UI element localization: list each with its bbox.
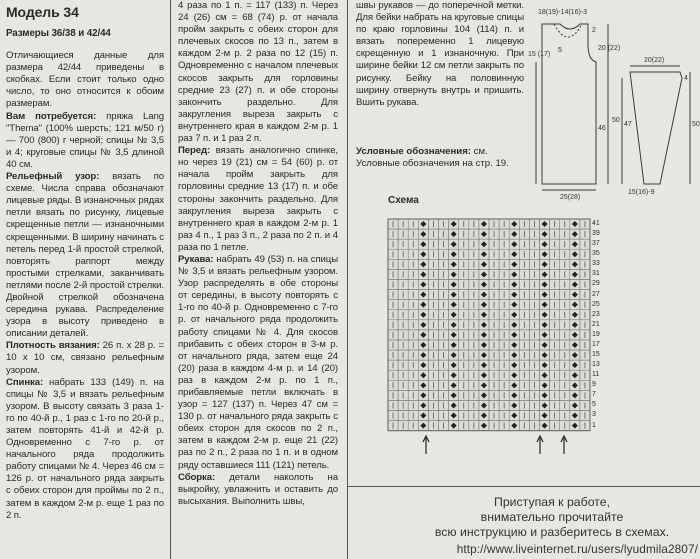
density-paragraph — [6, 340, 164, 376]
front-paragraph — [178, 145, 338, 254]
sleeve-cap: 4 — [684, 75, 688, 82]
row-label: 35 — [592, 250, 600, 258]
row-label: 33 — [592, 260, 600, 268]
front-label: Перед: — [178, 145, 211, 157]
row-label: 9 — [592, 381, 596, 389]
density-label: Плотность вязания: — [6, 340, 100, 352]
materials-text: пряжа Lang "Thema" (100% шерсть; 121 м/50 г) — 700 (800) г черной; спицы № 3,5 и 4; круговые спицы № 3,5 длиной 40 см. — [6, 110, 165, 170]
legend-note — [356, 146, 524, 170]
horizontal-divider — [348, 486, 700, 487]
relief-paragraph — [6, 171, 164, 340]
back-armhole-depth: 15 (17) — [528, 51, 551, 58]
row-label: 37 — [592, 240, 600, 248]
back-shoulder-drop: 20 (22) — [598, 45, 621, 52]
row-label: 25 — [592, 300, 600, 308]
assembly-paragraph — [178, 472, 338, 508]
back-paragraph — [6, 377, 164, 522]
row-label: 13 — [592, 361, 600, 369]
column-divider-1 — [170, 0, 171, 559]
assembly-label: Сборка: — [178, 471, 216, 483]
pattern-schematic — [530, 2, 698, 202]
sleeve-total-height: 50 — [692, 121, 700, 128]
up-arrow-icon — [423, 436, 429, 454]
row-label: 23 — [592, 310, 600, 318]
back-total-height: 50 — [612, 117, 620, 124]
row-label-list — [592, 219, 600, 431]
callout-line-2: внимательно прочитайте — [480, 510, 624, 524]
finishing-paragraph: швы рукавов — до поперечной метки. Для бейки набрать на круговые спицы по краю горловины 104 (114) п. и вязать попеременно 1 лицевую скрещенную и 1 изнаночную. При ширине бейки 12 см петли закрыть по рисунку. Бейку на половинную ширину отвернуть внутрь и пришить. Вшить рукава. — [356, 0, 524, 108]
row-label: 15 — [592, 351, 600, 359]
sleeves-text: набрать 49 (53) п. на спицы № 3,5 и вязать рельефным узором. Узор распределять в обе стороны от середины, в высоту повторять с 1-го по 40-й р. Одновременно с 7-го р. от начального ряда продолжить работу спицами № 4. Для скосов прибавить с обеих сторон в 3-м р. от начального ряда, затем еще 24 (20) раза в каждом 4-м р. и 14 (20) раз в каждом 2-м р. по 1 п., прибавляемые петли включать в узор = 127 (137) п. Через 47 см = 130 р. от начального ряда закрыть с обеих сторон для скосов по 2 п., затем в каждом 2-м р. еще 21 (22) раз по 2 п., 2 раза по 1 п. и в одном ряду оставшиеся 111 (121) петель. — [178, 253, 338, 471]
legend-label: Условные обозначения: — [356, 146, 471, 157]
back-neck-depth: 2 — [592, 27, 596, 34]
model-title: Модель 34 — [6, 4, 79, 20]
assembly-text: детали наколоть на выкройку, увлажнить и оставить до высыхания. Выполнить швы, — [178, 471, 338, 507]
column-divider-2 — [347, 0, 348, 559]
callout-line-1: Приступая к работе, — [493, 495, 611, 509]
back-lower-height: 46 — [598, 125, 606, 132]
row-label: 41 — [592, 220, 600, 227]
knitting-chart — [388, 219, 592, 436]
text-column-2 — [178, 0, 338, 508]
row-label: 27 — [592, 290, 600, 298]
row-label: 1 — [592, 421, 596, 429]
materials-label: Вам потребуется: — [6, 110, 97, 122]
row-label: 19 — [592, 330, 600, 338]
back-text: набрать 133 (149) п. на спицы № 3,5 и вязать рельефным узором. В высоту связать 3 раза 1-го по 40-й р., 1 раз с 1-го по 20-й р., затем повторять 41-й и 42-й р. Одновременно с 7-го р. от начального ряда продолжить работу спицами № 4. Через 46 см = 126 р. от начального ряда закрыть с обеих сторон для проймы по 2 п., затем в каждом 2-м р. еще 1 раз по 2 п. — [6, 376, 164, 521]
schema-title: Схема — [388, 195, 419, 206]
row-label: 5 — [592, 401, 596, 409]
row-label: 3 — [592, 411, 596, 419]
intro-paragraph: Отличающиеся данные для размера 42/44 приведены в скобках. Если стоит только одно число, то оно относится к обоим размерам. — [6, 50, 164, 110]
up-arrow-icon — [537, 436, 543, 454]
back-piece-outline — [542, 24, 596, 184]
row-label: 7 — [592, 391, 596, 399]
text-column-1 — [6, 0, 164, 522]
up-arrow-icon — [561, 436, 567, 454]
back-label: Спинка: — [6, 376, 44, 388]
row-label: 11 — [592, 371, 600, 379]
back-top-dimension: 18(19)-14(16)-3 — [538, 9, 588, 16]
back-continued-paragraph: 4 раза по 1 п. = 117 (133) п. Через 24 (26) см = 68 (74) р. от начала пройм закрыть с обеих сторон для плечевых скосов по 13 п., затем в каждом 2-м р. 2 раза по 12 (15) п. Одновременно с началом плечевых скосов закрыть для горловины средние 23 (27) п. и обе стороны закончить раздельно. Для закругления выреза закрыть с внутреннего края в каждом 2-м р. 1 раз 7 п. и 1 раз 2 п. — [178, 0, 338, 145]
callout-box — [408, 495, 696, 540]
sleeve-lower-height: 47 — [624, 121, 632, 128]
row-label: 39 — [592, 230, 600, 238]
materials-paragraph — [6, 111, 164, 171]
sleeve-bottom-width: 15(16)-9 — [628, 189, 655, 196]
front-neck-depth: 5 — [558, 47, 562, 54]
sleeve-outline — [630, 72, 682, 184]
row-label: 17 — [592, 340, 600, 348]
relief-label: Рельефный узор: — [6, 171, 100, 183]
watermark-url: http://www.liveinternet.ru/users/lyudmila2807/ — [456, 542, 698, 556]
row-label: 31 — [592, 270, 600, 278]
density-text: 26 п. x 28 р. = 10 x 10 см, связано рельефным узором. — [6, 340, 165, 376]
sleeves-label: Рукава: — [178, 253, 214, 265]
row-label: 21 — [592, 320, 600, 328]
repeat-arrows — [388, 432, 592, 458]
callout-line-3: всю инструкцию и разберитесь в схемах. — [434, 525, 670, 539]
sizes-heading: Размеры 36/38 и 42/44 — [6, 28, 111, 39]
row-label: 29 — [592, 280, 600, 288]
sleeves-paragraph — [178, 254, 338, 472]
back-width: 25(28) — [560, 194, 581, 201]
sleeve-top-width: 20(22) — [644, 57, 665, 64]
front-text: вязать аналогично спинке, но через 19 (21) см = 54 (60) р. от начала пройм закрыть для горловины средние 13 (17) п. и обе стороны закончить раздельно. Для закругления выреза закрыть с внутреннего края в каждом 2-м р. 1 раз 4 п., 1 раз 3 п., 2 раза по 2 п. и 4 раза по 1 петле. — [178, 145, 338, 253]
text-column-3 — [356, 0, 524, 109]
legend-text: см. Условные обозначения на стр. 19. — [356, 146, 509, 170]
relief-text: вязать по схеме. Числа справа обозначают лицевые ряды. В изнаночных рядах петли вязать по рисунку, лицевые скрещенные петли — изнаночными скрещенными. В ширину начинать с петель перед 1-й простой стрелкой, повторять раппорт между простыми стрелками, заканчивать петлями после 2-й простой стрелки. Двойной стрелкой обозначена середина рукава. Распределение узора в высоту приведено в описании деталей. — [6, 171, 164, 340]
